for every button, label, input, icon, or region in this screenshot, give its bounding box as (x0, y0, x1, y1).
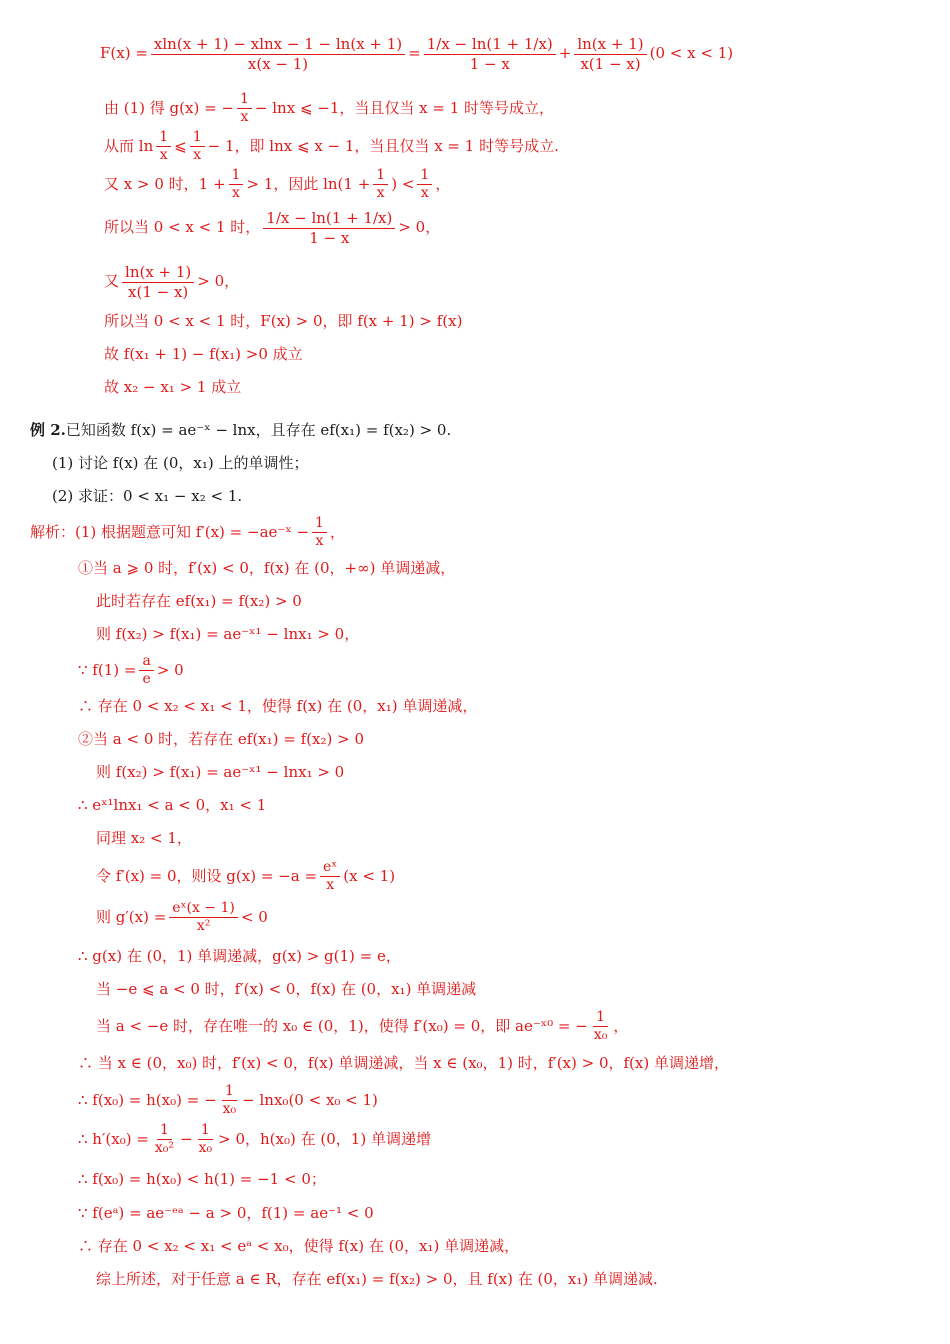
text-segment: 所以当 0 < x < 1 时， (104, 218, 261, 237)
denominator: e (142, 671, 151, 688)
plus-sign: + (558, 44, 572, 63)
numerator: 1 (229, 168, 244, 185)
fraction-1-numerator: xln(x + 1) − xlnx − 1 − ln(x + 1) (151, 36, 405, 55)
text-segment: ， (435, 175, 451, 194)
denominator: x² (196, 918, 211, 935)
line-ln-bound (104, 168, 450, 202)
numerator: 1 (373, 168, 388, 185)
text-segment: ， (329, 523, 345, 542)
text-segment: 令 f′(x) = 0，则设 g(x) = −a = (96, 867, 318, 886)
line-positive-2 (104, 264, 239, 300)
numerator: 1 (156, 130, 171, 147)
fraction-2-numerator: 1/x − ln(1 + 1/x) (424, 36, 556, 55)
numerator: 1 (190, 130, 205, 147)
text-segment: ， (613, 1017, 629, 1036)
text-segment: 解析：(1) 根据题意可知 f′(x) = −ae⁻ˣ − (30, 523, 310, 542)
denominator: x₀² (154, 1140, 175, 1157)
case-2-line-12 (78, 1123, 431, 1157)
numerator: 1 (157, 1123, 172, 1140)
numerator: 1 (198, 1123, 213, 1140)
text-segment: 则 g′(x) = (96, 908, 167, 927)
case-1: ①当 a ⩾ 0 时，f′(x) < 0，f(x) 在 (0，+∞) 单调递减， (78, 559, 456, 577)
denominator: x (232, 185, 240, 202)
example-label: 例 2. (30, 421, 66, 439)
fraction (196, 1123, 216, 1157)
case-2-line-5 (96, 860, 395, 894)
denominator: x (420, 185, 429, 202)
case-2-line-11 (78, 1084, 378, 1118)
formula-F-definition (100, 36, 733, 72)
text-segment: ⩽ (174, 137, 187, 156)
solution-derivative (30, 516, 345, 550)
text-segment: 当 a < −e 时，存在唯一的 x₀ ∈ (0，1)，使得 f′(x₀) = 0，即 ae⁻ˣ⁰ = − (96, 1017, 588, 1036)
text-segment: 由 (1) 得 g(x) = − (104, 99, 234, 118)
fraction-1-denominator: x(x − 1) (247, 54, 309, 73)
case-2-line-3: ∴ eˣ¹lnx₁ < a < 0，x₁ < 1 (78, 796, 267, 814)
fraction (220, 1084, 240, 1118)
denominator: x₀ (222, 1101, 237, 1118)
fraction-3 (574, 36, 646, 72)
text-segment: − lnx ⩽ −1，当且仅当 x = 1 时等号成立， (254, 99, 555, 118)
fraction (190, 130, 205, 164)
fraction-3-numerator: ln(x + 1) (574, 36, 646, 55)
numerator: 1 (417, 168, 432, 185)
fraction-2-denominator: 1 − x (469, 54, 510, 73)
case-1-line-3: 则 f(x₂) > f(x₁) = ae⁻ˣ¹ − lnx₁ > 0， (96, 625, 360, 643)
denominator: x (240, 109, 249, 126)
line-ln-inequality (104, 130, 559, 164)
numerator: eˣ (320, 860, 340, 877)
fraction (122, 264, 194, 300)
case-1-conclusion: ∴ 存在 0 < x₂ < x₁ < 1，使得 f(x) 在 (0，x₁) 单调递减， (78, 697, 478, 715)
text-segment: − lnx₀(0 < x₀ < 1) (242, 1091, 378, 1110)
fraction (229, 168, 244, 202)
numerator: eˣ(x − 1) (169, 901, 238, 918)
denominator: 1 − x (309, 228, 350, 247)
numerator: 1 (237, 92, 252, 109)
line-conclusion-2: 故 x₂ − x₁ > 1 成立 (104, 378, 242, 396)
case-1-line-2: 此时若存在 ef(x₁) = f(x₂) > 0 (96, 592, 302, 610)
line-conclusion-1: 故 f(x₁ + 1) − f(x₁) >0 成立 (104, 345, 303, 363)
text-segment: > 0， (398, 218, 441, 237)
text-segment: > 0， (197, 272, 240, 291)
text-segment: 又 x > 0 时，1 + (104, 175, 226, 194)
fraction (156, 130, 171, 164)
case-2-line-8: 当 −e ⩽ a < 0 时，f′(x) < 0，f(x) 在 (0，x₁) 单调递减 (96, 980, 477, 998)
example-2-statement (30, 422, 451, 439)
numerator: 1/x − ln(1 + 1/x) (263, 210, 395, 229)
fraction (417, 168, 432, 202)
numerator: ln(x + 1) (122, 264, 194, 283)
summary: 综上所述，对于任意 a ∈ R，存在 ef(x₁) = f(x₂) > 0，且 f(x) 在 (0，x₁) 单调递减. (96, 1270, 658, 1288)
text-segment: − (180, 1130, 193, 1149)
case-2-line-13: ∴ f(x₀) = h(x₀) < h(1) = −1 < 0； (78, 1170, 326, 1188)
fraction (373, 168, 388, 202)
case-2-line-15: ∴ 存在 0 < x₂ < x₁ < eᵃ < x₀，使得 f(x) 在 (0，x₁) 单调递减， (78, 1237, 520, 1255)
text-segment: 又 (104, 272, 120, 291)
numerator: a (139, 654, 153, 671)
domain-condition: (0 < x < 1) (649, 44, 734, 63)
line-positive-1 (104, 210, 440, 246)
fraction (237, 92, 252, 126)
numerator: 1 (222, 1084, 237, 1101)
fraction (591, 1010, 611, 1044)
fraction-1 (151, 36, 405, 72)
denominator: x (376, 185, 385, 202)
formula-lhs: F(x) = (100, 44, 148, 63)
case-2-line-2: 则 f(x₂) > f(x₁) = ae⁻ˣ¹ − lnx₁ > 0 (96, 763, 345, 781)
numerator: 1 (312, 516, 327, 533)
fraction (263, 210, 395, 246)
example-text: 已知函数 f(x) = ae⁻ˣ − lnx，且存在 ef(x₁) = f(x₂) > 0. (65, 421, 452, 439)
fraction (139, 654, 153, 688)
fraction (152, 1123, 177, 1157)
question-2: (2) 求证：0 < x₁ − x₂ < 1. (52, 487, 243, 505)
denominator: x₀ (198, 1140, 213, 1157)
text-segment: ∴ h′(x₀) = (78, 1130, 149, 1149)
question-1: (1) 讨论 f(x) 在 (0，x₁) 上的单调性； (52, 454, 309, 472)
fraction (169, 901, 238, 935)
denominator: x₀ (593, 1027, 608, 1044)
denominator: x (326, 877, 335, 894)
fraction-2 (424, 36, 556, 72)
case-2-line-6 (96, 901, 268, 935)
text-segment: ∵ f(1) = (78, 661, 137, 680)
text-segment: (x < 1) (343, 867, 396, 886)
case-2-line-14: ∵ f(eᵃ) = ae⁻ᵉᵃ − a > 0，f(1) = ae⁻¹ < 0 (78, 1204, 374, 1222)
line-g-inequality (104, 92, 554, 126)
text-segment: 从而 ln (104, 137, 154, 156)
fraction-3-denominator: x(1 − x) (580, 54, 641, 73)
denominator: x (159, 147, 168, 164)
case-2-line-4: 同理 x₂ < 1， (96, 829, 192, 847)
numerator: 1 (593, 1010, 608, 1027)
text-segment: > 0 (156, 661, 184, 680)
case-1-line-4 (78, 654, 184, 688)
line-F-positive: 所以当 0 < x < 1 时，F(x) > 0，即 f(x + 1) > f(x) (104, 312, 463, 330)
text-segment: < 0 (240, 908, 268, 927)
fraction (320, 860, 340, 894)
text-segment: − 1，即 lnx ⩽ x − 1，当且仅当 x = 1 时等号成立. (207, 137, 559, 156)
equals-sign: = (408, 44, 421, 63)
case-2: ②当 a < 0 时，若存在 ef(x₁) = f(x₂) > 0 (78, 730, 364, 748)
denominator: x (193, 147, 202, 164)
text-segment: > 1，因此 ln(1 + (246, 175, 371, 194)
text-segment: > 0，h(x₀) 在 (0，1) 单调递增 (218, 1130, 431, 1149)
text-segment: ∴ f(x₀) = h(x₀) = − (78, 1091, 217, 1110)
text-segment: ) < (391, 175, 415, 194)
fraction (312, 516, 327, 550)
denominator: x(1 − x) (128, 282, 189, 301)
case-2-line-10: ∴ 当 x ∈ (0，x₀) 时，f′(x) < 0，f(x) 单调递减，当 x ∈ (x₀，1) 时，f′(x) > 0，f(x) 单调递增， (78, 1054, 729, 1072)
case-2-line-9 (96, 1010, 628, 1044)
case-2-line-7: ∴ g(x) 在 (0，1) 单调递减，g(x) > g(1) = e， (78, 947, 401, 965)
denominator: x (315, 533, 324, 550)
